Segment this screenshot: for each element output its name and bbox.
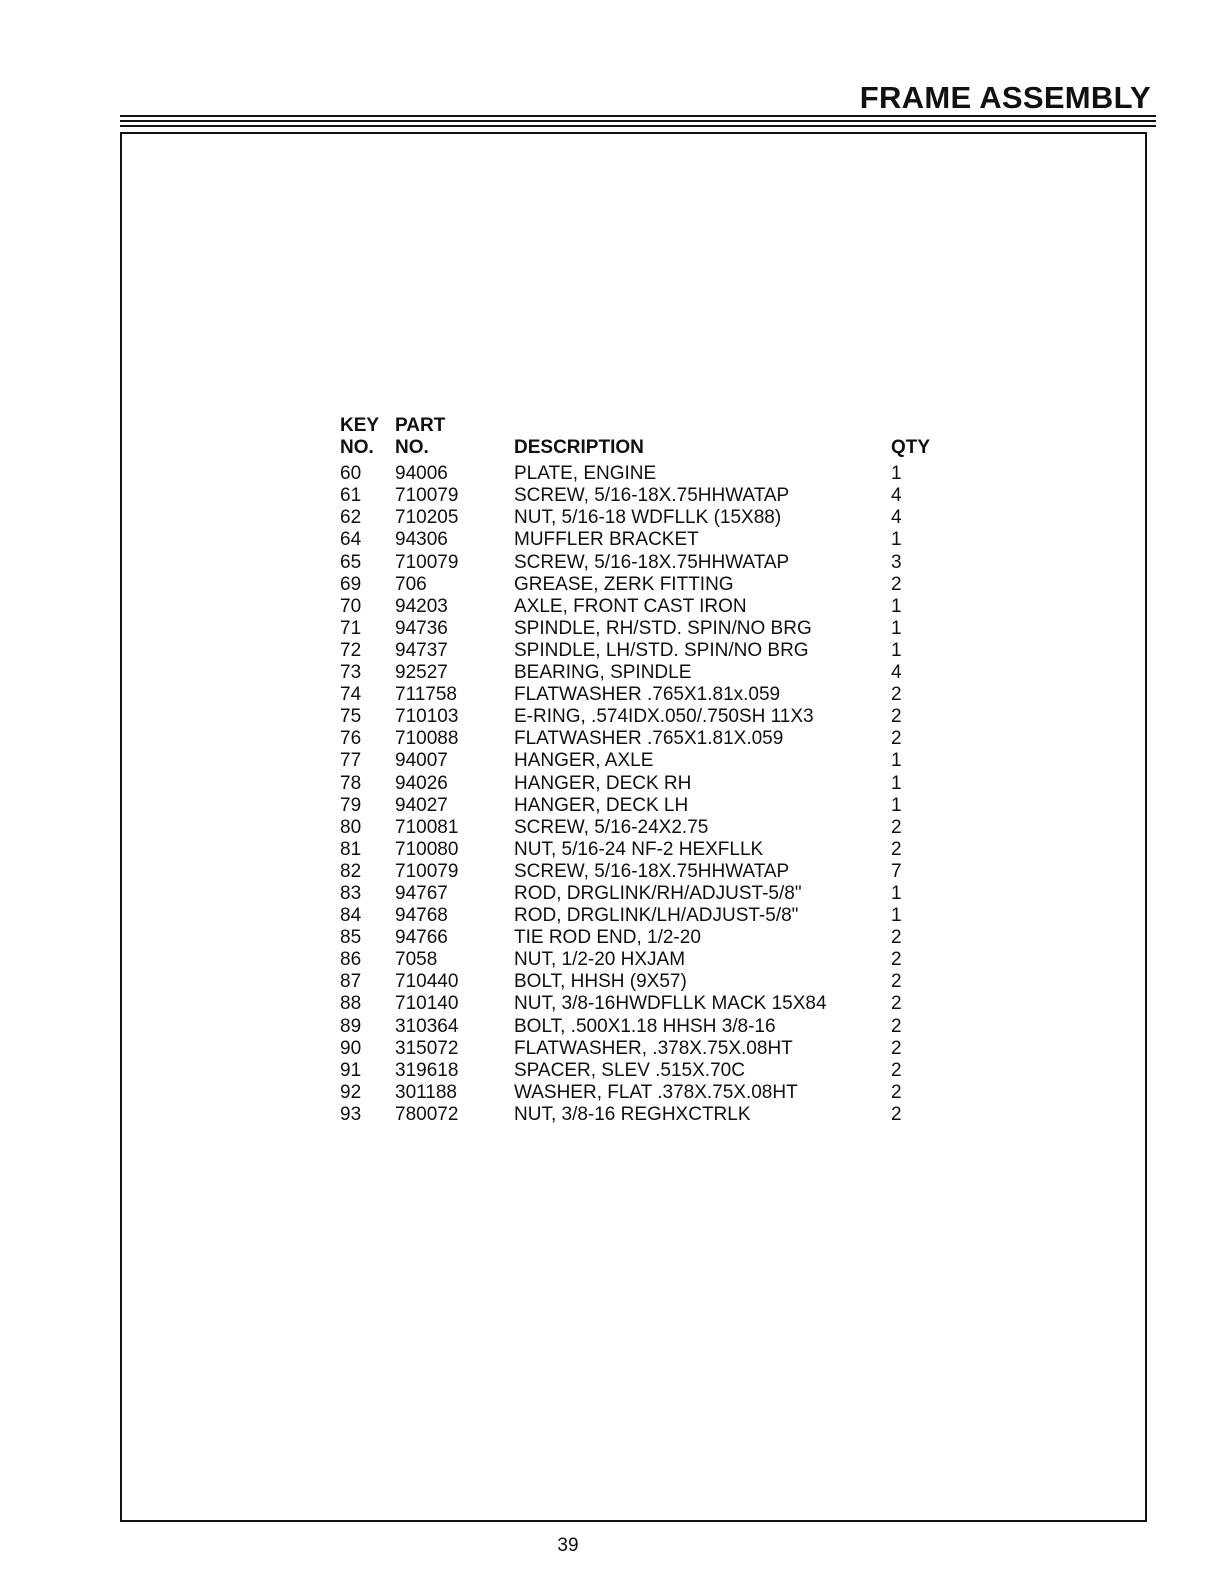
table-row [340,817,960,839]
key-no-cell: 88 [340,993,362,1015]
qty-cell: 2 [891,1015,902,1037]
table-row [340,662,960,684]
description-cell: FLATWASHER .765X1.81X.059 [514,728,784,750]
parts-list-table [340,415,960,1126]
description-cell: BEARING, SPINDLE [514,662,692,684]
part-no-cell: 710088 [395,728,459,750]
part-no-cell: 94737 [395,639,448,661]
qty-cell: 1 [891,529,902,551]
qty-cell: 1 [891,750,902,772]
qty-cell: 2 [891,971,902,993]
part-no-header-line1: PART [395,415,446,436]
qty-cell: 1 [891,617,902,639]
part-no-cell: 94026 [395,772,448,794]
key-no-cell: 90 [340,1037,362,1059]
description-cell: FLATWASHER, .378X.75X.08HT [514,1037,793,1059]
table-row [340,883,960,905]
qty-cell: 2 [891,573,902,595]
description-cell: SCREW, 5/16-18X.75HHWATAP [514,551,790,573]
description-cell: BOLT, .500X1.18 HHSH 3/8-16 [514,1015,776,1037]
part-no-cell: 711758 [395,684,457,706]
qty-cell: 2 [891,1037,902,1059]
key-no-cell: 74 [340,684,362,706]
description-cell: BOLT, HHSH (9X57) [514,971,687,993]
part-no-cell: 94006 [395,463,448,485]
key-no-cell: 86 [340,949,362,971]
key-no-header-line2: NO. [340,437,374,459]
part-no-cell: 310364 [395,1015,459,1037]
description-cell: SCREW, 5/16-18X.75HHWATAP [514,485,790,507]
part-no-cell: 315072 [395,1037,459,1059]
qty-cell: 1 [891,905,902,927]
part-no-cell: 94736 [395,617,448,639]
description-cell: NUT, 5/16-18 WDFLLK (15X88) [514,507,782,529]
table-row [340,1038,960,1060]
qty-cell: 1 [891,463,902,485]
qty-cell: 4 [891,507,902,529]
qty-cell: 2 [891,706,902,728]
table-row [340,949,960,971]
qty-cell: 1 [891,882,902,904]
qty-cell: 1 [891,772,902,794]
part-no-cell: 710440 [395,971,459,993]
table-row [340,507,960,529]
qty-cell: 2 [891,816,902,838]
part-no-cell: 710079 [395,551,459,573]
key-no-cell: 78 [340,772,362,794]
description-cell: HANGER, DECK LH [514,794,689,816]
key-no-cell: 92 [340,1081,362,1103]
description-cell: NUT, 3/8-16 REGHXCTRLK [514,1103,751,1125]
table-body [340,463,960,1126]
key-no-cell: 62 [340,507,362,529]
qty-cell: 2 [891,1081,902,1103]
qty-cell: 1 [891,794,902,816]
description-header: DESCRIPTION [514,437,644,459]
table-row [340,927,960,949]
key-no-cell: 72 [340,639,362,661]
qty-header: QTY [891,437,931,459]
part-no-cell: 94203 [395,595,448,617]
page-title: FRAME ASSEMBLY [859,80,1151,115]
description-cell: TIE ROD END, 1/2-20 [514,927,701,949]
key-no-cell: 75 [340,706,362,728]
qty-cell: 7 [891,860,902,882]
part-no-cell: 94766 [395,927,448,949]
table-row [340,1082,960,1104]
description-cell: HANGER, DECK RH [514,772,692,794]
qty-cell: 2 [891,838,902,860]
table-row [340,574,960,596]
part-no-cell: 94768 [395,905,448,927]
table-header-row-2 [340,437,960,459]
part-no-cell: 94027 [395,794,448,816]
table-row [340,839,960,861]
part-no-cell: 710080 [395,838,459,860]
table-row [340,596,960,618]
key-no-cell: 70 [340,595,362,617]
key-no-cell: 77 [340,750,362,772]
description-cell: SPACER, SLEV .515X.70C [514,1059,745,1081]
part-no-cell: 710205 [395,507,459,529]
qty-cell: 4 [891,485,902,507]
qty-cell: 2 [891,949,902,971]
table-row [340,993,960,1015]
table-row [340,463,960,485]
qty-cell: 3 [891,551,902,573]
part-no-cell: 710079 [395,485,459,507]
key-no-cell: 60 [340,463,362,485]
table-row [340,552,960,574]
part-no-cell: 710079 [395,860,459,882]
description-cell: ROD, DRGLINK/LH/ADJUST-5/8" [514,905,799,927]
qty-cell: 2 [891,927,902,949]
key-no-cell: 73 [340,662,362,684]
qty-cell: 2 [891,993,902,1015]
header-rule-top [120,115,1156,117]
description-cell: NUT, 5/16-24 NF-2 HEXFLLK [514,838,764,860]
part-no-cell: 92527 [395,662,448,684]
description-cell: AXLE, FRONT CAST IRON [514,595,747,617]
part-no-cell: 710103 [395,706,459,728]
table-row [340,684,960,706]
part-no-cell: 301188 [395,1081,457,1103]
part-no-cell: 94306 [395,529,448,551]
description-cell: SCREW, 5/16-18X.75HHWATAP [514,860,790,882]
table-row [340,971,960,993]
part-no-cell: 7058 [395,949,438,971]
part-no-header-line2: NO. [395,437,429,459]
table-row [340,640,960,662]
key-no-cell: 76 [340,728,362,750]
key-no-cell: 65 [340,551,362,573]
table-row [340,728,960,750]
table-row [340,618,960,640]
part-no-cell: 319618 [395,1059,459,1081]
qty-cell: 2 [891,728,902,750]
part-no-cell: 780072 [395,1103,459,1125]
part-no-cell: 94767 [395,882,448,904]
description-cell: NUT, 1/2-20 HXJAM [514,949,686,971]
key-no-cell: 64 [340,529,362,551]
table-row [340,485,960,507]
table-row [340,861,960,883]
table-row [340,1104,960,1126]
key-no-cell: 84 [340,905,362,927]
qty-cell: 2 [891,1059,902,1081]
header-rule-middle [120,120,1156,122]
description-cell: GREASE, ZERK FITTING [514,573,734,595]
qty-cell: 1 [891,595,902,617]
key-no-cell: 69 [340,573,362,595]
part-no-cell: 706 [395,573,427,595]
description-cell: SCREW, 5/16-24X2.75 [514,816,709,838]
key-no-cell: 83 [340,882,362,904]
qty-cell: 2 [891,1103,902,1125]
description-cell: SPINDLE, RH/STD. SPIN/NO BRG [514,617,812,639]
key-no-cell: 71 [340,617,362,639]
description-cell: SPINDLE, LH/STD. SPIN/NO BRG [514,639,809,661]
table-row [340,750,960,772]
description-cell: HANGER, AXLE [514,750,654,772]
table-row [340,529,960,551]
description-cell: ROD, DRGLINK/RH/ADJUST-5/8" [514,882,802,904]
table-header-row-1 [340,415,960,437]
page-number: 39 [557,1535,579,1556]
table-row [340,773,960,795]
part-no-cell: 710081 [395,816,459,838]
description-cell: WASHER, FLAT .378X.75X.08HT [514,1081,798,1103]
key-no-cell: 82 [340,860,362,882]
qty-cell: 1 [891,639,902,661]
key-no-cell: 89 [340,1015,362,1037]
key-no-header-line1: KEY [340,415,380,436]
key-no-cell: 93 [340,1103,362,1125]
key-no-cell: 85 [340,927,362,949]
description-cell: E-RING, .574IDX.050/.750SH 11X3 [514,706,814,728]
table-row [340,706,960,728]
header-rule-bottom [120,125,1156,127]
part-no-cell: 94007 [395,750,448,772]
qty-cell: 4 [891,662,902,684]
table-row [340,795,960,817]
description-cell: PLATE, ENGINE [514,463,657,485]
description-cell: NUT, 3/8-16HWDFLLK MACK 15X84 [514,993,827,1015]
key-no-cell: 87 [340,971,362,993]
table-row [340,1060,960,1082]
table-row [340,1016,960,1038]
key-no-cell: 81 [340,838,362,860]
table-row [340,905,960,927]
key-no-cell: 61 [340,485,362,507]
part-no-cell: 710140 [395,993,459,1015]
key-no-cell: 91 [340,1059,362,1081]
key-no-cell: 80 [340,816,362,838]
key-no-cell: 79 [340,794,362,816]
qty-cell: 2 [891,684,902,706]
description-cell: FLATWASHER .765X1.81x.059 [514,684,781,706]
description-cell: MUFFLER BRACKET [514,529,699,551]
